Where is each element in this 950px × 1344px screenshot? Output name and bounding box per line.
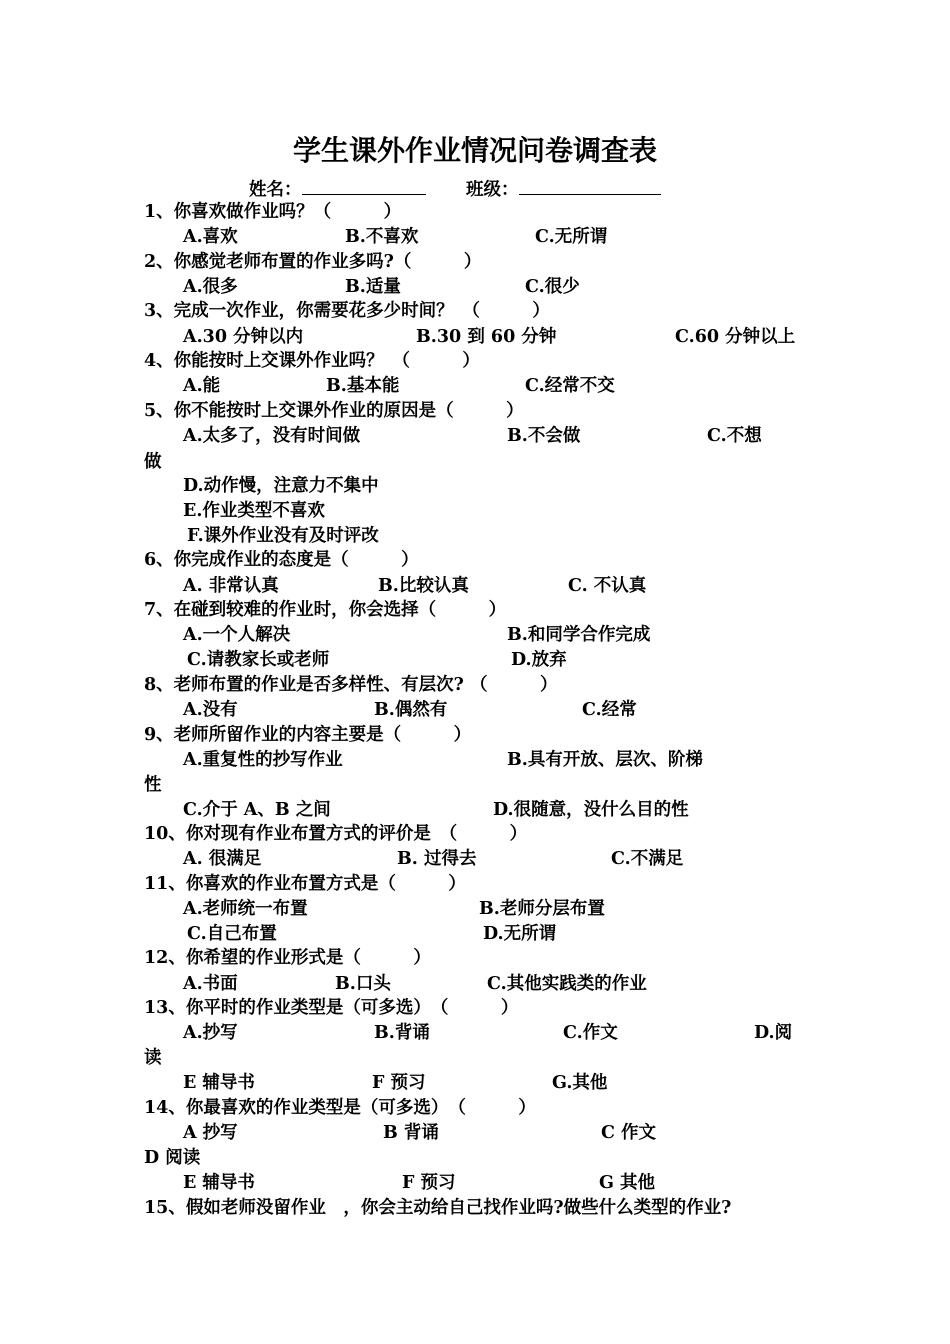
q5-option-f: F.课外作业没有及时评改 [187, 526, 379, 546]
q14-option-f: F 预习 [402, 1173, 456, 1193]
name-label: 姓名： [249, 180, 302, 200]
q13-option-b: B.背诵 [374, 1023, 430, 1043]
name-field [249, 177, 426, 201]
q8-option-a: A.没有 [183, 700, 238, 720]
q9-option-a: A.重复性的抄写作业 [183, 750, 343, 770]
q14-option-g: G 其他 [599, 1173, 656, 1193]
q14-option-a: A 抄写 [183, 1123, 238, 1143]
q13-option-d-wrap: 读 [144, 1048, 162, 1068]
q1-option-b: B.不喜欢 [345, 227, 419, 247]
q5-option-c: C.不想 [707, 426, 762, 446]
q13-option-c: C.作文 [563, 1023, 618, 1043]
q9-option-b: B.具有开放、层次、阶梯 [507, 750, 703, 770]
class-blank [519, 177, 661, 195]
question-14: 14、你最喜欢的作业类型是（可多选） （ ） [144, 1098, 536, 1118]
question-15: 15、假如老师没留作业 ，你会主动给自己找作业吗?做些什么类型的作业? [144, 1198, 732, 1218]
q6-option-a: A. 非常认真 [183, 576, 279, 596]
question-1: 1、你喜欢做作业吗？（ ） [144, 202, 402, 222]
q5-option-c-wrap: 做 [144, 452, 162, 472]
q12-option-b: B.口头 [335, 974, 391, 994]
question-11: 11、你喜欢的作业布置方式是（ ） [144, 874, 466, 894]
q11-option-d: D.无所谓 [483, 924, 557, 944]
q7-option-d: D.放弃 [511, 650, 567, 670]
q13-option-d: D.阅 [754, 1023, 793, 1043]
question-13: 13、你平时的作业类型是（可多选） （ ） [144, 998, 519, 1018]
q3-option-c: C.60 分钟以上 [675, 327, 796, 347]
question-10: 10、你对现有作业布置方式的评价是 （ ） [144, 824, 528, 844]
q2-option-c: C.很少 [525, 277, 580, 297]
q8-option-c: C.经常 [582, 700, 637, 720]
q13-option-a: A.抄写 [183, 1023, 238, 1043]
q2-option-b: B.适量 [345, 277, 401, 297]
question-12: 12、你希望的作业形式是（ ） [144, 948, 431, 968]
q14-option-d: D 阅读 [144, 1148, 201, 1168]
q6-option-c: C. 不认真 [568, 576, 647, 596]
q1-option-a: A.喜欢 [183, 227, 238, 247]
q7-option-c: C.请教家长或老师 [187, 650, 330, 670]
q3-option-a: A.30 分钟以内 [183, 327, 304, 347]
q12-option-a: A.书面 [183, 974, 238, 994]
page-title: 学生课外作业情况问卷调查表 [292, 134, 657, 167]
question-6: 6、你完成作业的态度是（ ） [144, 550, 419, 570]
q14-option-e: E 辅导书 [183, 1173, 255, 1193]
q4-option-b: B.基本能 [326, 376, 400, 396]
name-blank [302, 177, 426, 195]
q11-option-a: A.老师统一布置 [183, 899, 308, 919]
q7-option-a: A.一个人解决 [183, 625, 291, 645]
q10-option-a: A. 很满足 [183, 849, 262, 869]
question-2: 2、你感觉老师布置的作业多吗?（ ） [144, 252, 482, 272]
question-7: 7、在碰到较难的作业时，你会选择（ ） [144, 600, 507, 620]
q9-option-c: C.介于 A、B 之间 [183, 800, 331, 820]
q14-option-b: B 背诵 [383, 1123, 439, 1143]
q11-option-c: C.自己布置 [187, 924, 277, 944]
q9-option-d: D.很随意，没什么目的性 [493, 800, 689, 820]
class-field [466, 177, 661, 201]
q14-option-c: C 作文 [601, 1123, 657, 1143]
q5-option-e: E.作业类型不喜欢 [183, 501, 325, 521]
q13-option-f: F 预习 [372, 1073, 426, 1093]
q5-option-b: B.不会做 [507, 426, 581, 446]
question-3: 3、完成一次作业，你需要花多少时间？ （ ） [144, 301, 550, 321]
q2-option-a: A.很多 [183, 277, 238, 297]
q7-option-b: B.和同学合作完成 [507, 625, 651, 645]
q9-option-b-wrap: 性 [144, 775, 162, 795]
q4-option-a: A.能 [183, 376, 221, 396]
question-4: 4、你能按时上交课外作业吗？ （ ） [144, 351, 480, 371]
q10-option-b: B. 过得去 [397, 849, 477, 869]
q10-option-c: C.不满足 [611, 849, 684, 869]
q11-option-b: B.老师分层布置 [479, 899, 605, 919]
q5-option-d: D.动作慢，注意力不集中 [183, 476, 379, 496]
q1-option-c: C.无所谓 [535, 227, 608, 247]
q12-option-c: C.其他实践类的作业 [487, 974, 647, 994]
q8-option-b: B.偶然有 [374, 700, 448, 720]
q4-option-c: C.经常不交 [525, 376, 615, 396]
question-8: 8、老师布置的作业是否多样性、有层次? （ ） [144, 675, 558, 695]
q13-option-g: G.其他 [552, 1073, 608, 1093]
q5-option-a: A.太多了，没有时间做 [183, 426, 361, 446]
q6-option-b: B.比较认真 [378, 576, 469, 596]
question-9: 9、老师所留作业的内容主要是（ ） [144, 725, 472, 745]
q13-option-e: E 辅导书 [183, 1073, 255, 1093]
question-5: 5、你不能按时上交课外作业的原因是（ ） [144, 401, 524, 421]
class-label: 班级： [466, 180, 519, 200]
q3-option-b: B.30 到 60 分钟 [416, 327, 557, 347]
